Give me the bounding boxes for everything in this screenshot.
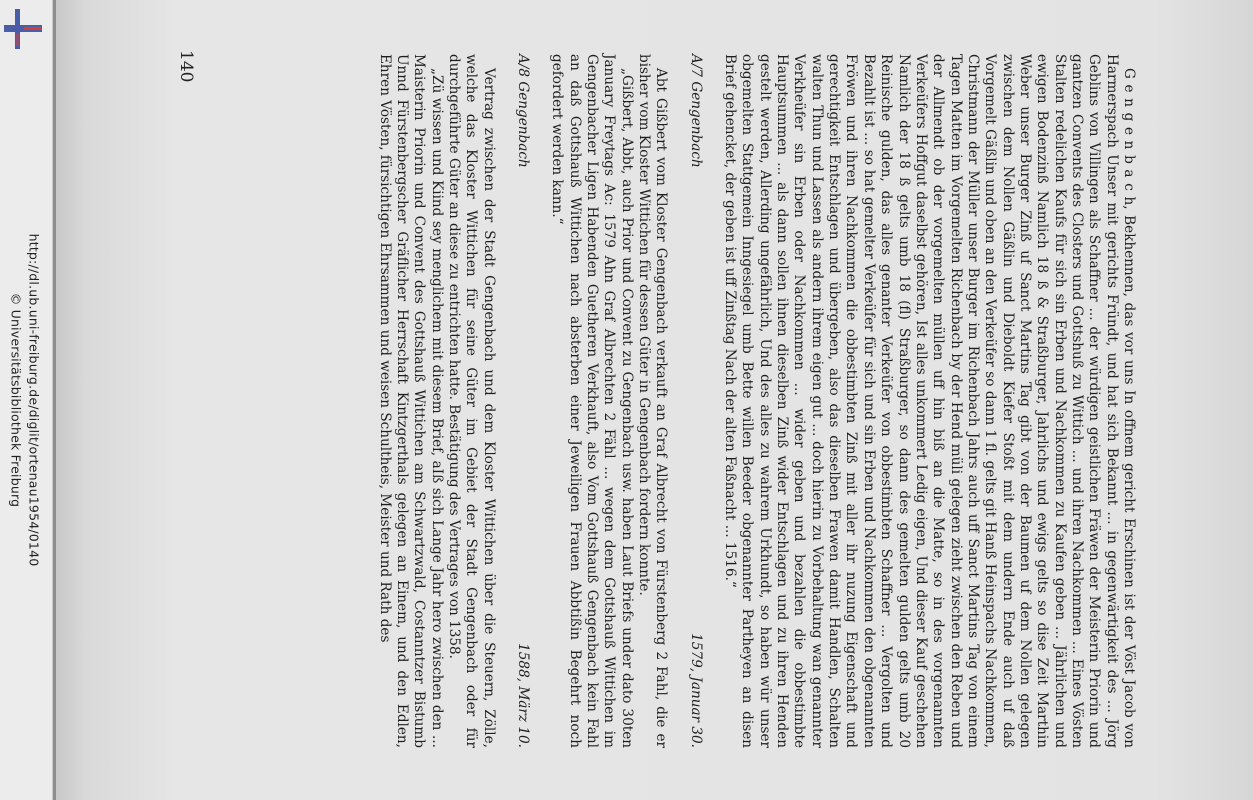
document-url[interactable]: http://dl.ub.uni-freiburg.de/diglit/ortenau1954/0140: [26, 233, 42, 567]
entry-heading-a7: [686, 54, 703, 748]
intro-paragraph: G e n g e n b a c h, Bekhennen, das vor uns In offnem gericht Erschinen ist der Vöst Jacob von Harmerspach Unser mit gerichts Fründt, und hat sich Bekannt ... in gegenwärtigkeit des ... Jörg Geblins von Villingen als Schaffner ... der würdigen geistlichen Fräwen der Meisterin Priorin und gantzen Convents des Closters und Gottshuß zu Wittich ... und ihren Nachkommen ... Eines Vösten Stalten redelichen Kaufs für sich sin Erben und Nachkommen zu Kaufen geben ... Jährlichen und ewigen Bodenzinß Namlich 18 ß & Straßburger, Jahrlichs und ewigs gelts so dise Zeit Marthin Weber unser Burger Zinß uf Sanct Martins Tag gibt von der Baumen uf dem Nollen gelegen zwischen dem Nollen Gäßlin und Dieboldt Kiefer Stoßt mit dem undern Ende auch uf daß Vorgemelt Gäßlin und oben an den Verkeüfer so dann 1 fl. gelts git Hanß Heinspachs Nachkommen, Christmann der Müller unser Burger im Richenbach Jahrs auch uff Sanct Martins Tag von einem Tagen Matten im Vorgemelten Richenbach by der Hend müli gelegen zieht zwischen den Reben und der Allmendt ob der vorgemelten müllen uff hin biß an die Matte, so in des vorgenannten Verkeüfers Hoffgut daselbst gehören, Ist alles unkommert Ledig eigen, Und dieser Kauf geschehen Namlich der 18 ß gelts umb 18 (fl) Straßburger, so dann des gemelten gulden gelts umb 20 Reinische gulden, das alles genanter Verkeüfer von obbestimbten Schaffner ... Vergolten und Bezahlt ist ... so hat gemelter Verkeüfer für sich und sin Erben und Nachkommen den obgenannten Fröwen und ihren Nachkommen die obbestimbten Zinß mit aller ihr nuzung Eigenschaft und gerechtigkeit Entschlagen und übergeben, also das dieselben Frawen damit Handlen, Schalten walten Thun und Lassen als andern ihrem eigen gut ... doch hierin zu Vorbehaltung wan genannter Verkheüfer sin Erben oder Nachkommen ... wider geben und bezahlen die obbestimbte Hauptsummen ... als dann sollen ihnen dieselben Zinß wider Entschlagen und zu ihren Henden gestelt werden, Allerding ungefährlich, Und des alles zu wahrem Urkhundt, so haben wür unser obgemelten Stattgemein Inngesiegel umb Bette willen Beeder obgenannter Partheyen an disen Brief gehencket, der geben ist uff Zinßtag Nach der alten Faßnacht ... 1516.“: [722, 54, 1137, 748]
entry-id: A/7 Gengenbach: [687, 54, 704, 168]
scanned-page: [56, 0, 1253, 800]
entry-summary: Vertrag zwischen der Stadt Gengenbach und dem Kloster Wittichen über die Steuern, Zölle, welche das Kloster Wittichen für seine Güter im Gebiet der Stadt Gengenbach oder für durchgeführte Güter an diese zu entrichten hatte. Bestätigung des Vertrages von 1358.: [445, 54, 497, 748]
viewer-sidebar: [0, 0, 53, 800]
entry-date: 1588, März 10.: [515, 643, 531, 748]
library-logo-icon[interactable]: [4, 6, 44, 52]
entry-quote: „Zü wissen und Kiind sey menglichem mit diesem Brief, aIß sich Lange Jahr hero zwischen den ... Maisterin Priorin und Convent des Gottshauß Wittichen am Schwartzwald, Costanntzer Bistumb Unnd Fürstenbergscher Gräflicher Herrschaft Kintzgerthals gelegen an Einem, und den Edlen, Ehren Vösten, fürsichtigen Ehrsammen und weisen Schultheis, Meister und Rath des: [376, 54, 445, 748]
entry-date: 1579, Januar 30.: [687, 633, 704, 748]
entry-id: A/8 Gengenbach: [515, 54, 531, 168]
entry-heading-a8: [514, 54, 531, 748]
entry-summary: Abt Gißbert vom Kloster Gengenbach verkauft an Graf Albrecht von Fürstenberg 2 Fahl, die er bisher vom Kloster Wittichen für dessen Güter in Gengenbach fordern konnte.: [636, 54, 670, 748]
page-number: 140: [176, 50, 196, 83]
entry-quote: „Gißbert, Abbt, auch Prior und Convent zu Gengenbach usw. haben Laut Briefs under dato 30ten January Freytags Ac: 1579 Ahn Graf Albrechten 2 Fähl ... wegen dem Gottshauß Wittichen im Gengenbacher Ligen Habenden Guetheren Verkhauft, also Vom Gottshauß Gengenbach kein Fahl an daß Gottshauß Wittichen nach absterben einer Jeweiligen Frauen Abbtißin Begehrt noch gefordert werden kann.“: [549, 54, 635, 748]
copyright-notice: © Universitätsbibliothek Freiburg: [8, 292, 24, 508]
page-text: [106, 40, 1202, 760]
rotated-page-content: [106, 40, 1202, 760]
